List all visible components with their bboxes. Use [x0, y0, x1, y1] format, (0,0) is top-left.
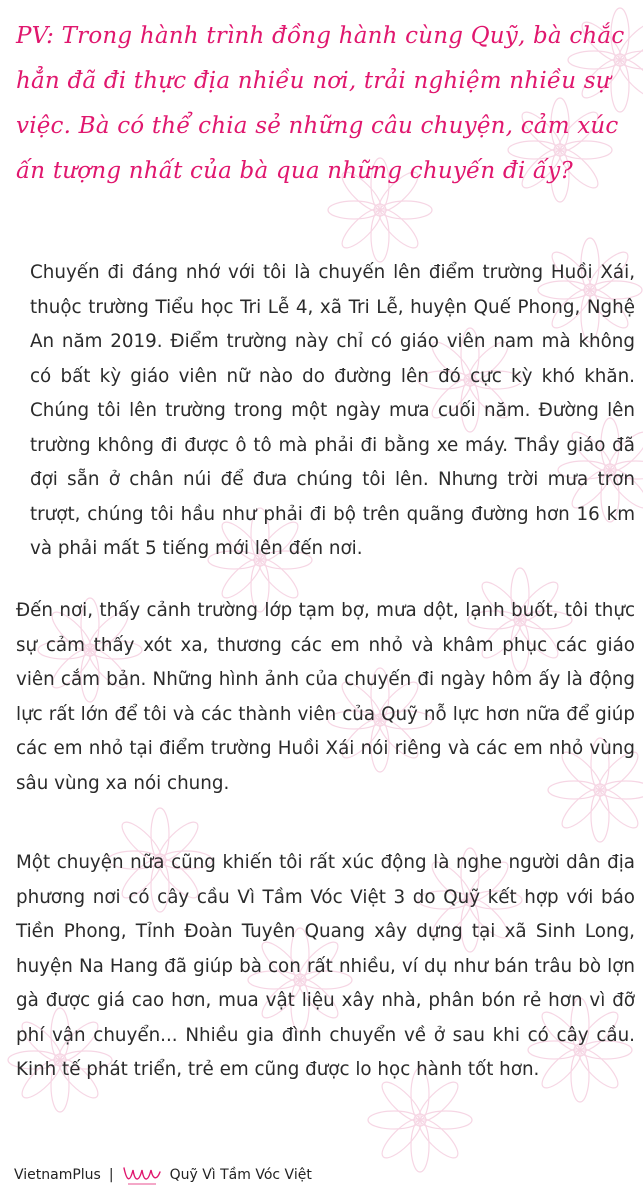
interview-question: PV: Trong hành trình đồng hành cùng Quỹ, bà chắc hẳn đã đi thực địa nhiều nơi, trải nghiệm nhiều sự việc. Bà có thể chia sẻ những câu chuyện, cảm xúc ấn tượng nhất của bà qua những chuyến đi ấy? [16, 23, 625, 184]
fund-name: Quỹ Vì Tầm Vóc Việt [169, 1167, 312, 1183]
answer-paragraph-2: Đến nơi, thấy cảnh trường lớp tạm bợ, mưa dột, lạnh buốt, tôi thực sự cảm thấy xót xa, thương các em nhỏ và khâm phục các giáo viên cắm bản. Những hình ảnh của chuyến đi ngày hôm ấy là động lực rất lớn để tôi và các thành viên của Quỹ nỗ lực hơn nữa để giúp các em nhỏ tại điểm trường Huồi Xái nói riêng và các em nhỏ vùng sâu vùng xa nói chung. [16, 600, 635, 794]
brand-name: VietnamPlus [14, 1167, 101, 1183]
footer-credit [14, 1160, 312, 1190]
footer-separator: | [108, 1167, 114, 1183]
answer-paragraph-3: Một chuyện nữa cũng khiến tôi rất xúc động là nghe người dân địa phương nơi có cây cầu Vì Tầm Vóc Việt 3 do Quỹ kết hợp với báo Tiền Phong, Tỉnh Đoàn Tuyên Quang xây dựng tại xã Sinh Long, huyện Na Hang đã giúp bà con rất nhiều, ví dụ như bán trâu bò lợn gà được giá cao hơn, mua vật liệu xây nhà, phân bón rẻ hơn vì đỡ phí vận chuyển... Nhiều gia đình chuyển về ở sau khi có cây cầu. Kinh tế phát triển, trẻ em cũng được lo học hành tốt hơn. [16, 852, 635, 1080]
fund-logo-icon [122, 1162, 162, 1188]
answer-paragraph-1: Chuyến đi đáng nhớ với tôi là chuyến lên điểm trường Huồi Xái, thuộc trường Tiểu học Tri Lễ 4, xã Tri Lễ, huyện Quế Phong, Nghệ An năm 2019. Điểm trường này chỉ có giáo viên nam mà không có bất kỳ giáo viên nữ nào do đường lên đó cực kỳ khó khăn. Chúng tôi lên trường trong một ngày mưa cuối năm. Đường lên trường không đi được ô tô mà phải đi bằng xe máy. Thầy giáo đã đợi sẵn ở chân núi để đưa chúng tôi lên. Nhưng trời mưa trơn trượt, chúng tôi hầu như phải đi bộ trên quãng đường hơn 16 km và phải mất 5 tiếng mới lên đến nơi. [30, 262, 635, 559]
